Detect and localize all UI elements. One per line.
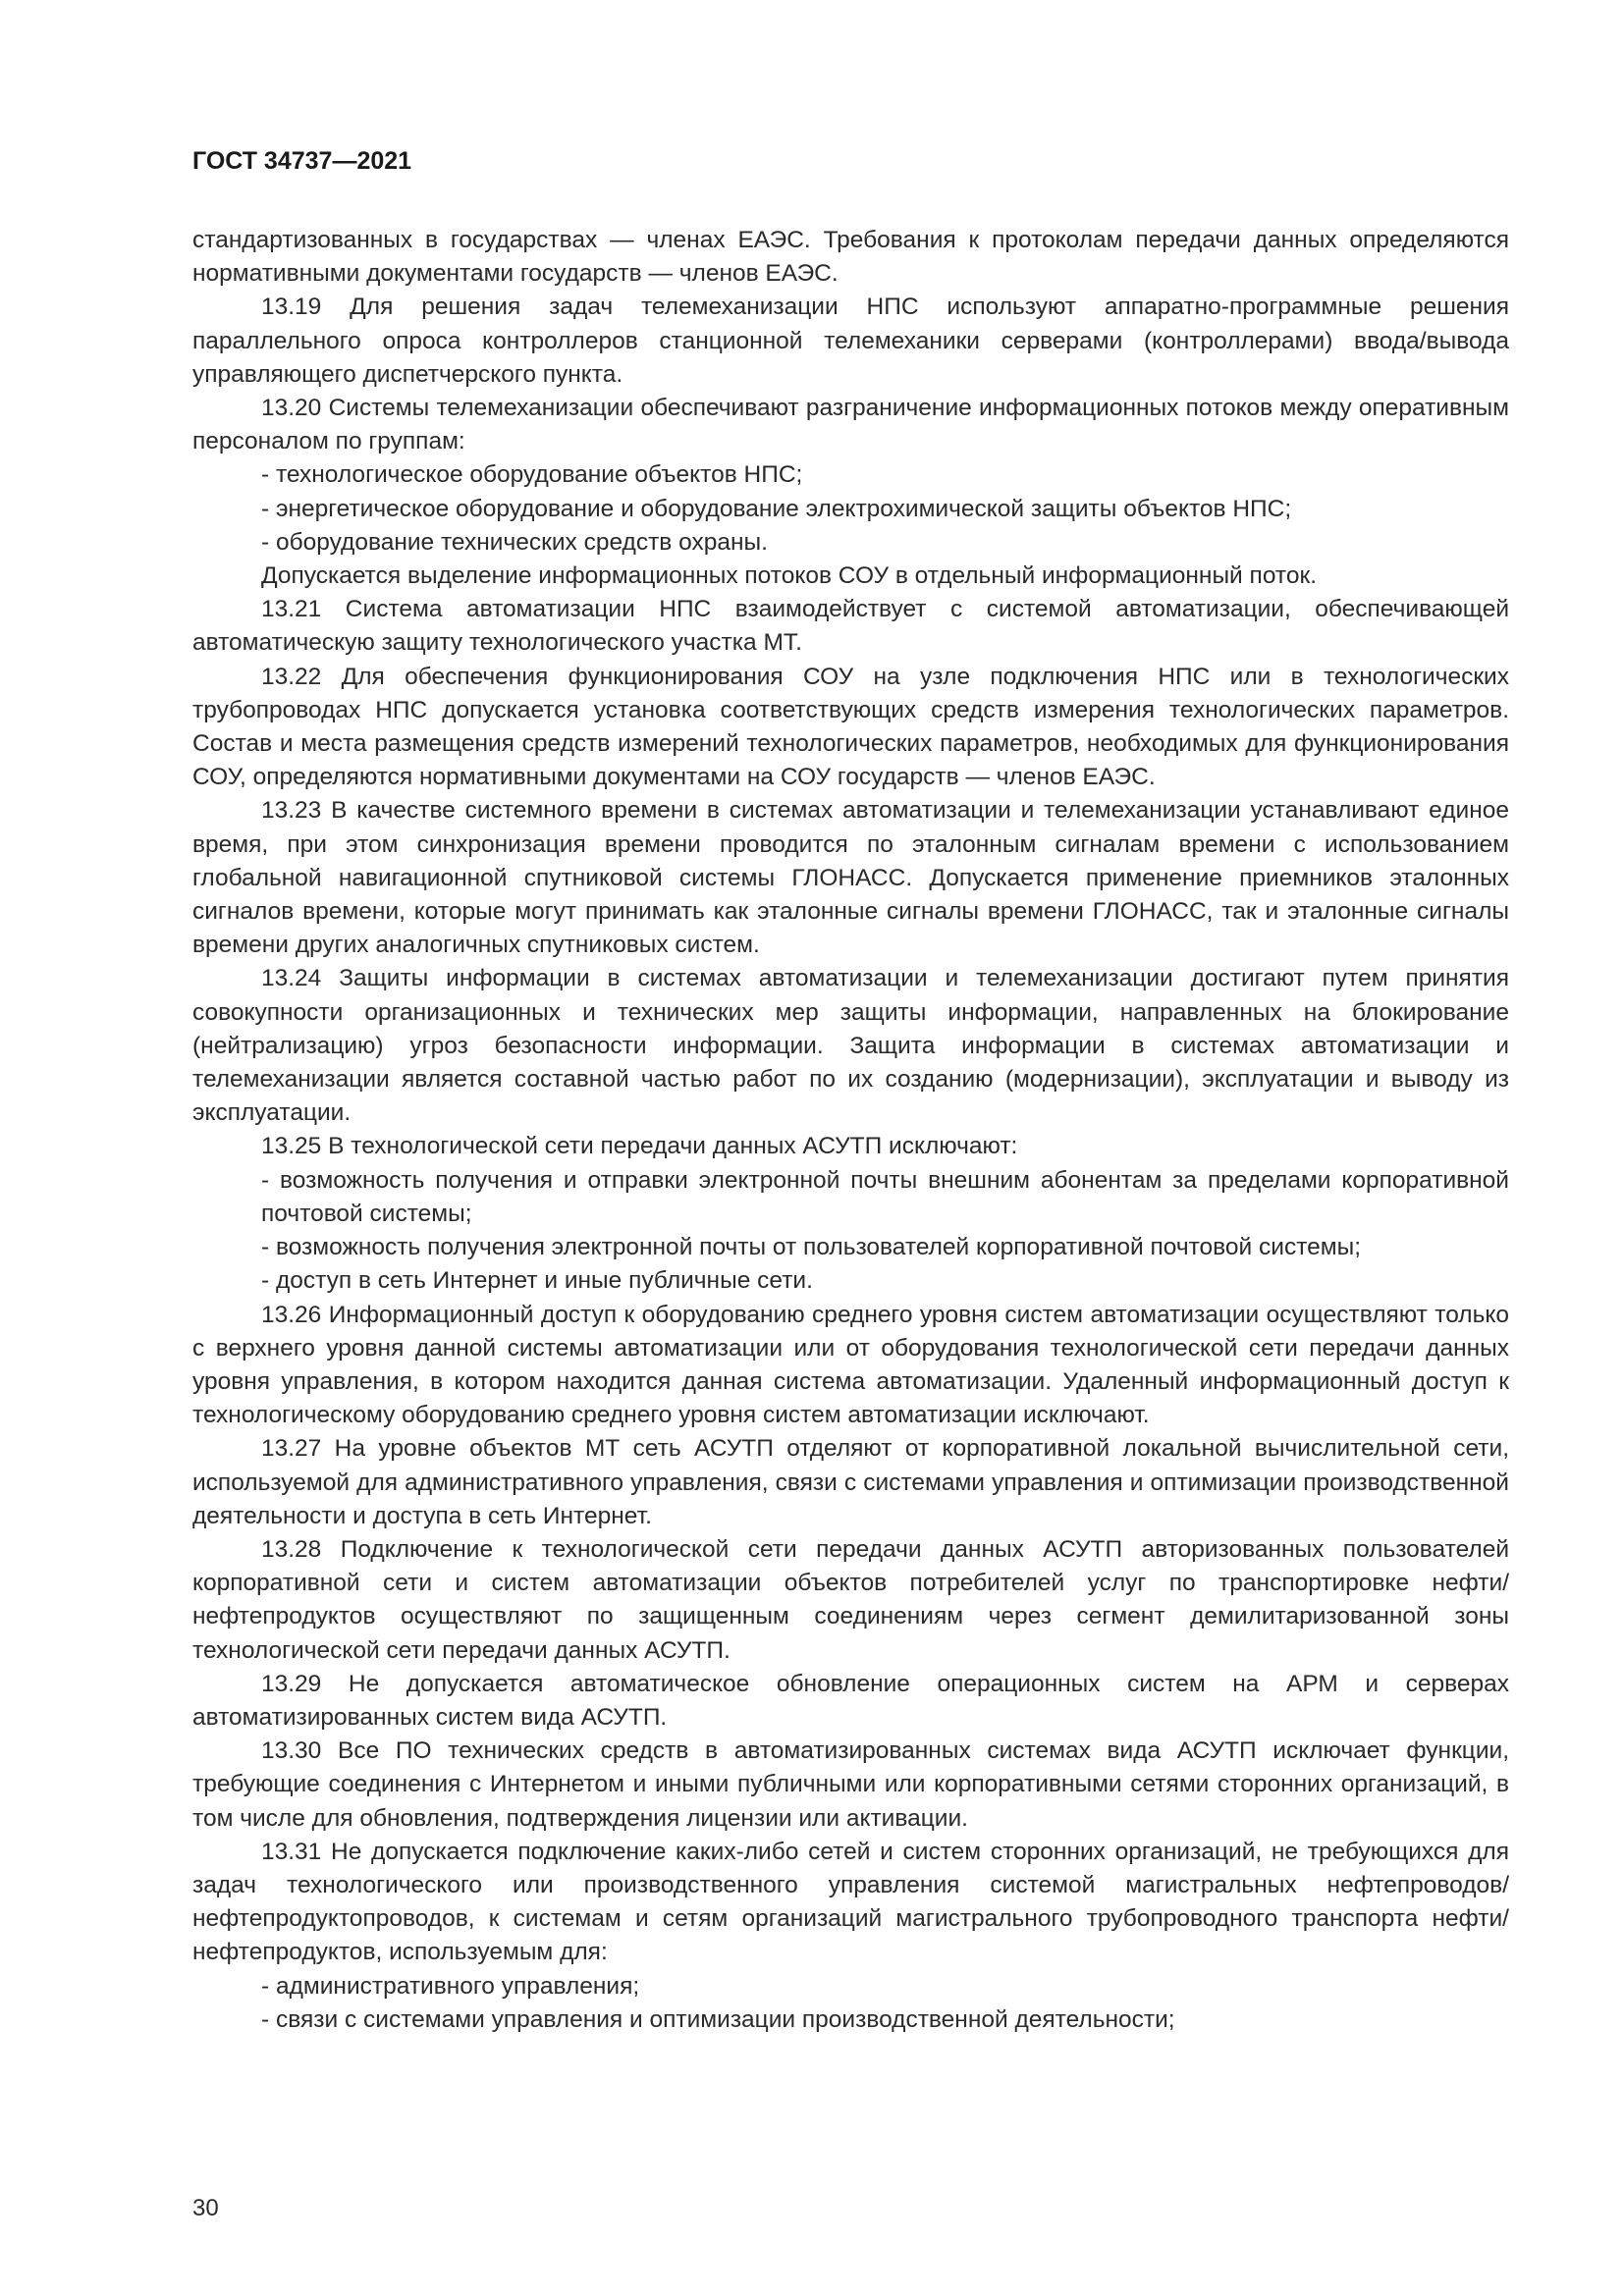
list-item: - оборудование технических средств охраны.	[261, 528, 768, 556]
paragraph: 13.21 Система автоматизации НПС взаимодействует с системой автоматизации, обеспечивающей автоматическую защиту технологического участка МТ.	[192, 596, 1509, 657]
list-item: - возможность получения и отправки электронной почты внешним абонентам за пределами корпоративной почтовой системы;	[261, 1166, 1509, 1227]
list-item: - связи с системами управления и оптимизации производственной деятельности;	[261, 2005, 1175, 2033]
paragraph: 13.24 Защиты информации в системах автоматизации и телемеханизации достигают путем принятия совокупности организационных и технических мер защиты информации, направленных на блокирование (нейтрализацию) угроз безопасности информации. Защита информации в системах автоматизации и телемеханизации является составной частью работ по их созданию (модернизации), эксплуатации и выводу из эксплуатации.	[192, 965, 1509, 1127]
paragraph: 13.23 В качестве системного времени в системах автоматизации и телемеханизации устанавливают единое время, при этом синхронизация времени проводится по эталонным сигналам времени с использованием глобальной навигационной спутниковой системы ГЛОНАСС. Допускается применение приемников эталонных сигналов времени, которые могут принимать как эталонные сигналы времени ГЛОНАСС, так и эталонные сигналы времени других аналогичных спутниковых систем.	[192, 797, 1509, 959]
paragraph: 13.25 В технологической сети передачи данных АСУТП исключают:	[261, 1133, 1018, 1160]
paragraph: 13.28 Подключение к технологической сети передачи данных АСУТП авторизованных пользователей корпоративной сети и систем автоматизации объектов потребителей услуг по транспортировке нефти/нефтепродуктов осуществляют по защищенным соединениям через сегмент демилитаризованной зоны технологической сети передачи данных АСУТП.	[192, 1535, 1509, 1664]
paragraph: 13.19 Для решения задач телемеханизации НПС используют аппаратно-программные решения параллельного опроса контроллеров станционной телемеханики серверами (контроллерами) ввода/вывода управляющего диспетчерского пункта.	[192, 294, 1509, 388]
list-item: - административного управления;	[261, 1972, 640, 2000]
document-body	[192, 224, 1509, 2037]
paragraph: 13.29 Не допускается автоматическое обновление операционных систем на АРМ и серверах автоматизированных систем вида АСУТП.	[192, 1670, 1509, 1731]
list-item: - возможность получения электронной почты от пользователей корпоративной почтовой системы;	[261, 1234, 1362, 1261]
paragraph: Допускается выделение информационных потоков СОУ в отдельный информационный поток.	[261, 562, 1317, 590]
document-code-header: ГОСТ 34737—2021	[192, 147, 412, 175]
list-item: - энергетическое оборудование и оборудование электрохимической защиты объектов НПС;	[261, 495, 1292, 522]
paragraph: 13.31 Не допускается подключение каких-либо сетей и систем сторонних организаций, не требующихся для задач технологического или производственного управления системой магистральных нефтепроводов/нефтепродуктопроводов, к системам и сетям организаций магистрального трубопроводного транспорта нефти/нефтепродуктов, используемым для:	[192, 1838, 1509, 1966]
paragraph: 13.22 Для обеспечения функционирования СОУ на узле подключения НПС или в технологических трубопроводах НПС допускается установка соответствующих средств измерения технологических параметров. Состав и места размещения средств измерений технологических параметров, необходимых для функционирования СОУ, определяются нормативными документами на СОУ государств — членов ЕАЭС.	[192, 663, 1509, 791]
paragraph: 13.26 Информационный доступ к оборудованию среднего уровня систем автоматизации осуществляют только с верхнего уровня данной системы автоматизации или от оборудования технологической сети передачи данных уровня управления, в котором находится данная система автоматизации. Удаленный информационный доступ к технологическому оборудованию среднего уровня систем автоматизации исключают.	[192, 1301, 1509, 1429]
page-number: 30	[192, 2195, 219, 2221]
paragraph: 13.30 Все ПО технических средств в автоматизированных системах вида АСУТП исключает функции, требующие соединения с Интернетом и иными публичными или корпоративными сетями сторонних организаций, в том числе для обновления, подтверждения лицензии или активации.	[192, 1737, 1509, 1832]
paragraph-continuation: стандартизованных в государствах — членах ЕАЭС. Требования к протоколам передачи данных определяются нормативными документами государств — членов ЕАЭС.	[192, 227, 1509, 288]
list-item: - доступ в сеть Интернет и иные публичные сети.	[261, 1267, 813, 1295]
paragraph: 13.27 На уровне объектов МТ сеть АСУТП отделяют от корпоративной локальной вычислительной сети, используемой для административного управления, связи с системами управления и оптимизации производственной деятельности и доступа в сеть Интернет.	[192, 1435, 1509, 1529]
paragraph: 13.20 Системы телемеханизации обеспечивают разграничение информационных потоков между оперативным персоналом по группам:	[192, 395, 1509, 455]
list-item: - технологическое оборудование объектов НПС;	[261, 461, 803, 489]
